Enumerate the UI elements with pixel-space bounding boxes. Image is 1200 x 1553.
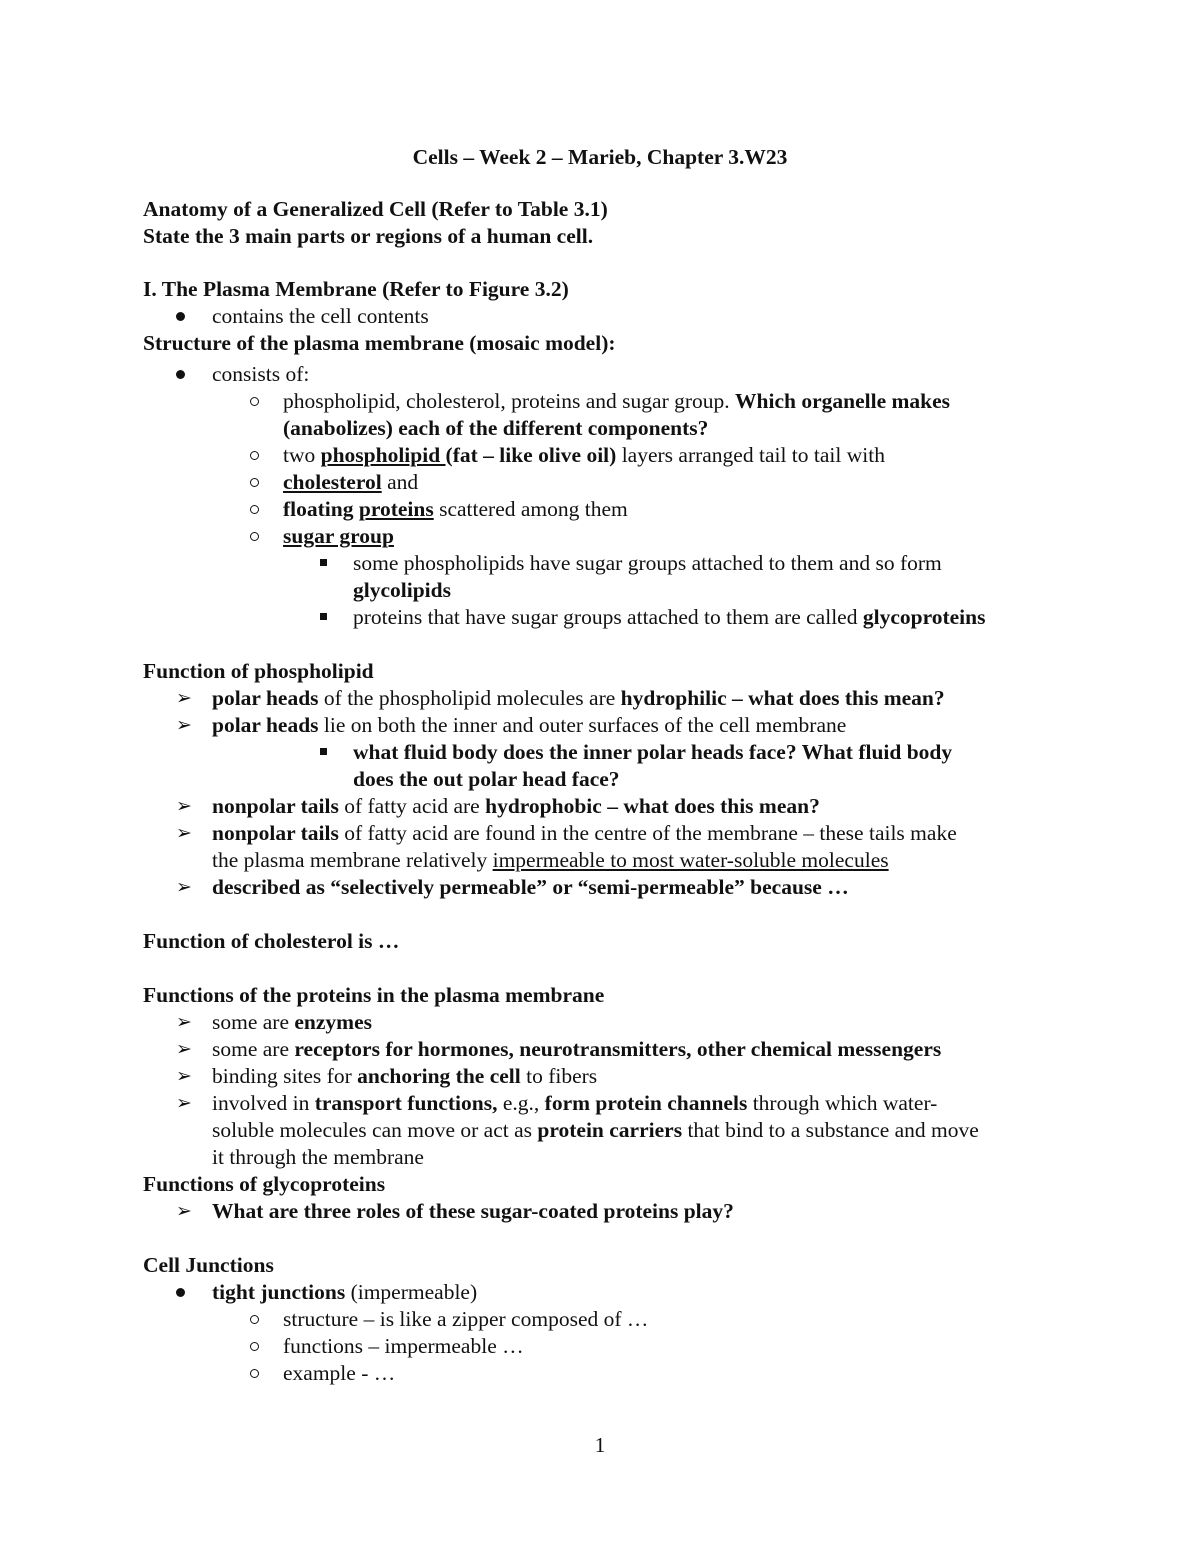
list-item xyxy=(212,820,957,847)
structure-heading: Structure of the plasma membrane (mosaic model): xyxy=(143,331,616,355)
bullet-dot-icon xyxy=(176,312,185,321)
text: binding sites for xyxy=(212,1064,358,1088)
arrow-bullet-icon: ➢ xyxy=(176,714,192,736)
text: soluble molecules can move or act as xyxy=(212,1118,538,1142)
list-item-continuation: glycolipids xyxy=(353,578,451,602)
text: hydrophobic – what does this mean? xyxy=(485,794,820,818)
list-item xyxy=(212,712,846,739)
text: proteins that have sugar groups attached to them are called xyxy=(353,605,863,629)
list-item: example - … xyxy=(283,1361,396,1385)
list-item-continuation xyxy=(212,847,889,874)
bullet-dot-icon xyxy=(176,1288,185,1297)
bullet-dot-icon xyxy=(176,370,185,379)
document-title: Cells – Week 2 – Marieb, Chapter 3.W23 xyxy=(412,145,788,169)
text: involved in xyxy=(212,1091,315,1115)
list-item xyxy=(212,1036,941,1063)
text: receptors for hormones, neurotransmitters, other chemical messengers xyxy=(294,1037,942,1061)
bullet-circle-icon xyxy=(250,1342,259,1351)
text: scattered among them xyxy=(433,497,628,521)
text: lie on both the inner and outer surfaces of the cell membrane xyxy=(318,713,847,737)
list-item: described as “selectively permeable” or “semi-permeable” because … xyxy=(212,875,849,899)
list-item: what fluid body does the inner polar heads face? What fluid body xyxy=(353,740,953,764)
text: polar heads xyxy=(212,713,319,737)
text: Which organelle makes xyxy=(735,389,951,413)
text: proteins xyxy=(358,497,434,521)
list-item xyxy=(212,1090,937,1117)
text: tight junctions xyxy=(212,1280,346,1304)
list-item xyxy=(212,685,945,712)
bullet-square-icon xyxy=(320,613,327,620)
arrow-bullet-icon: ➢ xyxy=(176,1011,192,1033)
list-item xyxy=(283,388,950,415)
bullet-circle-icon xyxy=(250,532,259,541)
text: transport functions, xyxy=(314,1091,498,1115)
cell-junctions-heading: Cell Junctions xyxy=(143,1253,274,1277)
list-item-continuation: (anabolizes) each of the different components? xyxy=(283,416,709,440)
text: enzymes xyxy=(294,1010,373,1034)
text: two xyxy=(283,443,321,467)
page-number: 1 xyxy=(594,1433,606,1457)
list-item: What are three roles of these sugar-coated proteins play? xyxy=(212,1199,734,1223)
arrow-bullet-icon: ➢ xyxy=(176,687,192,709)
arrow-bullet-icon: ➢ xyxy=(176,876,192,898)
text: nonpolar tails xyxy=(212,821,339,845)
text: protein carriers xyxy=(537,1118,683,1142)
text: floating xyxy=(283,497,359,521)
list-item xyxy=(212,1279,477,1306)
list-item: functions – impermeable … xyxy=(283,1334,524,1358)
text: phospholipid xyxy=(320,443,446,467)
text: the plasma membrane relatively xyxy=(212,848,493,872)
bullet-circle-icon xyxy=(250,1369,259,1378)
list-item xyxy=(283,496,628,523)
bullet-circle-icon xyxy=(250,1315,259,1324)
arrow-bullet-icon: ➢ xyxy=(176,1200,192,1222)
cholesterol-heading: Function of cholesterol is … xyxy=(143,929,400,953)
text: some are xyxy=(212,1037,295,1061)
list-item: structure – is like a zipper composed of … xyxy=(283,1307,649,1331)
text: phospholipid, cholesterol, proteins and sugar group. xyxy=(283,389,736,413)
list-item xyxy=(353,604,985,631)
list-item xyxy=(283,442,885,469)
text: (impermeable) xyxy=(345,1280,478,1304)
text: anchoring the cell xyxy=(357,1064,521,1088)
text: through which water- xyxy=(747,1091,938,1115)
text: nonpolar tails xyxy=(212,794,339,818)
bullet-circle-icon xyxy=(250,478,259,487)
list-item xyxy=(212,793,820,820)
glycoproteins-heading: Functions of glycoproteins xyxy=(143,1172,386,1196)
list-item: contains the cell contents xyxy=(212,304,429,328)
text: that bind to a substance and move xyxy=(682,1118,979,1142)
text: form protein channels xyxy=(544,1091,748,1115)
list-item: some phospholipids have sugar groups attached to them and so form xyxy=(353,551,942,575)
text: some are xyxy=(212,1010,295,1034)
phospholipid-heading: Function of phospholipid xyxy=(143,659,374,683)
bullet-circle-icon xyxy=(250,397,259,406)
anatomy-heading: Anatomy of a Generalized Cell (Refer to Table 3.1) xyxy=(143,197,608,221)
text: glycoproteins xyxy=(862,605,986,629)
text: of the phospholipid molecules are xyxy=(318,686,621,710)
arrow-bullet-icon: ➢ xyxy=(176,822,192,844)
text: (fat – like olive oil) xyxy=(445,443,617,467)
list-item: consists of: xyxy=(212,362,310,386)
list-item xyxy=(283,469,418,496)
text: polar heads xyxy=(212,686,319,710)
bullet-circle-icon xyxy=(250,451,259,460)
list-item-continuation: does the out polar head face? xyxy=(353,767,620,791)
arrow-bullet-icon: ➢ xyxy=(176,795,192,817)
text: layers arranged tail to tail with xyxy=(616,443,885,467)
text: of fatty acid are found in the centre of the membrane – these tails make xyxy=(338,821,957,845)
text: to fibers xyxy=(520,1064,598,1088)
plasma-membrane-heading: I. The Plasma Membrane (Refer to Figure 3.2) xyxy=(143,277,569,301)
anatomy-subheading: State the 3 main parts or regions of a human cell. xyxy=(143,224,594,248)
bullet-square-icon xyxy=(320,559,327,566)
arrow-bullet-icon: ➢ xyxy=(176,1065,192,1087)
list-item-continuation: it through the membrane xyxy=(212,1145,424,1169)
arrow-bullet-icon: ➢ xyxy=(176,1038,192,1060)
list-item xyxy=(212,1009,372,1036)
list-item: sugar group xyxy=(283,524,394,548)
text: e.g., xyxy=(497,1091,545,1115)
text: impermeable to most water-soluble molecules xyxy=(492,848,889,872)
text: of fatty acid are xyxy=(338,794,486,818)
arrow-bullet-icon: ➢ xyxy=(176,1092,192,1114)
bullet-circle-icon xyxy=(250,505,259,514)
bullet-square-icon xyxy=(320,748,327,755)
list-item-continuation xyxy=(212,1117,979,1144)
list-item xyxy=(212,1063,597,1090)
proteins-heading: Functions of the proteins in the plasma membrane xyxy=(143,983,605,1007)
text: cholesterol xyxy=(283,470,382,494)
text: hydrophilic – what does this mean? xyxy=(620,686,945,710)
text: and xyxy=(381,470,419,494)
